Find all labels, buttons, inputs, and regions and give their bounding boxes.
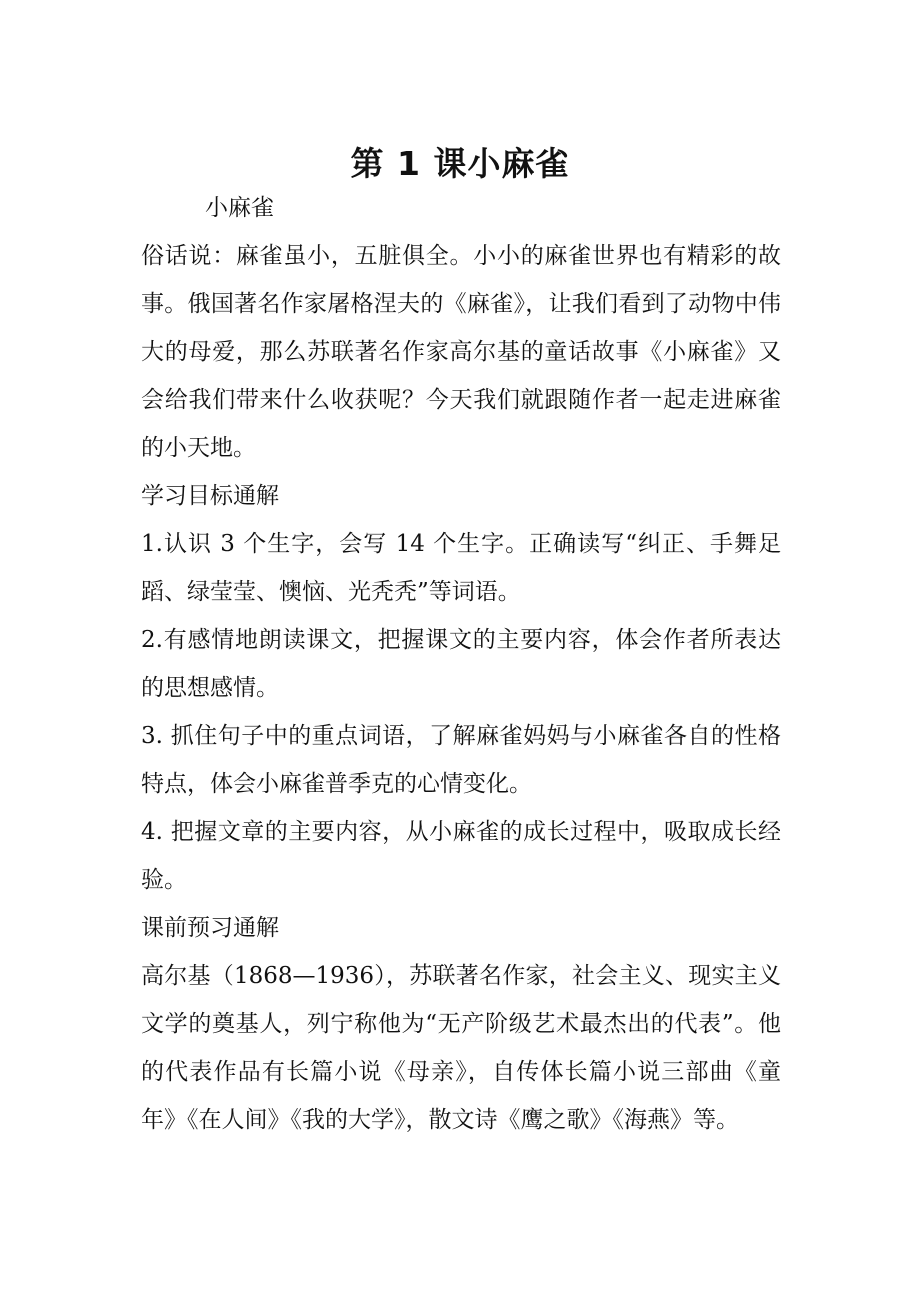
goal-item-1: 1.认识 3 个生字，会写 14 个生字。正确读写“纠正、手舞足蹈、绿莹莹、懊恼、光秃秃”等词语。: [141, 531, 781, 605]
section-heading-preview: 课前预习通解: [141, 915, 279, 941]
intro-paragraph: 俗话说：麻雀虽小，五脏俱全。小小的麻雀世界也有精彩的故事。俄国著名作家屠格涅夫的《麻雀》，让我们看到了动物中伟大的母爱，那么苏联著名作家高尔基的童话故事《小麻雀》又会给我们带来什么收获呢？今天我们就跟随作者一起走进麻雀的小天地。: [141, 243, 781, 461]
document-body: [141, 184, 781, 1144]
goal-item-2: 2.有感情地朗读课文，把握课文的主要内容，体会作者所表达的思想感情。: [141, 627, 781, 701]
section-heading-learning-goals: 学习目标通解: [141, 483, 279, 509]
author-bio-paragraph: 高尔基（1868—1936），苏联著名作家，社会主义、现实主义文学的奠基人，列宁称他为“无产阶级艺术最杰出的代表”。他的代表作品有长篇小说《母亲》，自传体长篇小说三部曲《童年》《在人间》《我的大学》，散文诗《鹰之歌》《海燕》等。: [141, 963, 781, 1133]
goal-item-3: 3. 抓住句子中的重点词语，了解麻雀妈妈与小麻雀各自的性格特点，体会小麻雀普季克的心情变化。: [141, 723, 781, 797]
goal-item-4: 4. 把握文章的主要内容，从小麻雀的成长过程中，吸取成长经验。: [141, 819, 781, 893]
page-title: 第 1 课小麻雀: [350, 144, 570, 184]
lesson-subtitle: 小麻雀: [205, 195, 274, 221]
